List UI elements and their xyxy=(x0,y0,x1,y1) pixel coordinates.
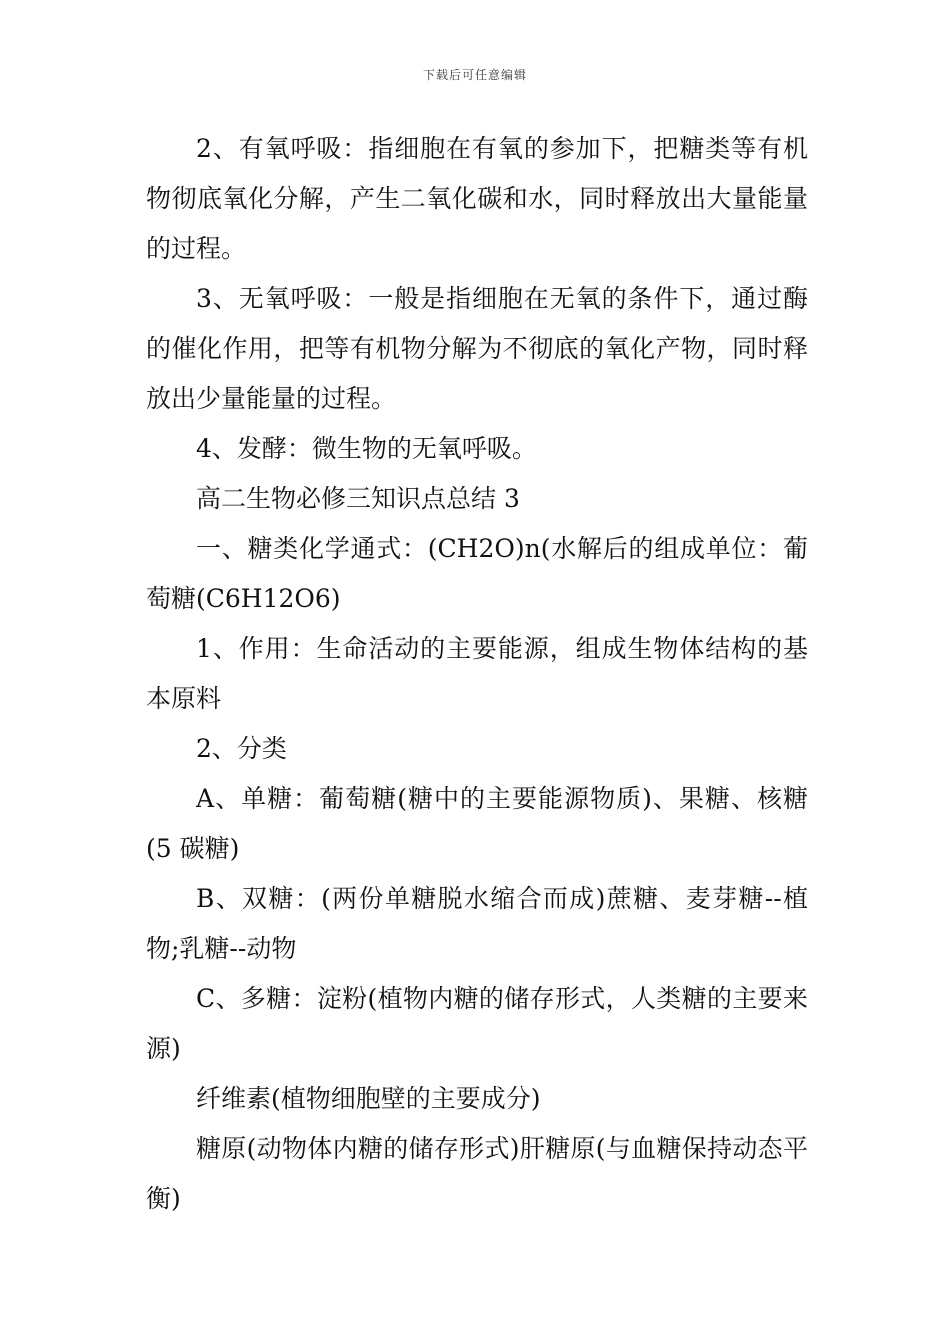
paragraph-fermentation: 4、发酵：微生物的无氧呼吸。 xyxy=(196,434,537,463)
paragraph-monosaccharide: A、单糖：葡萄糖(糖中的主要能源物质)、果糖、核糖(5 碳糖) xyxy=(146,784,808,863)
paragraph-aerobic-respiration: 2、有氧呼吸：指细胞在有氧的参加下，把糖类等有机物彻底氧化分解，产生二氧化碳和水，同时释放出大量能量的过程。 xyxy=(146,134,808,263)
header-note: 下载后可任意编辑 xyxy=(422,68,527,82)
document-body xyxy=(146,124,808,1224)
paragraph-glycogen: 糖原(动物体内糖的储存形式)肝糖原(与血糖保持动态平衡) xyxy=(146,1134,808,1213)
paragraph-anaerobic-respiration: 3、无氧呼吸：一般是指细胞在无氧的条件下，通过酶的催化作用，把等有机物分解为不彻底的氧化产物，同时释放出少量能量的过程。 xyxy=(146,284,808,413)
paragraph-polysaccharide: C、多糖：淀粉(植物内糖的储存形式，人类糖的主要来源) xyxy=(146,984,808,1063)
paragraph-sugar-formula: 一、糖类化学通式：(CH2O)n(水解后的组成单位：葡萄糖(C6H12O6) xyxy=(146,534,808,613)
section-heading: 高二生物必修三知识点总结 3 xyxy=(196,484,520,513)
paragraph-classification: 2、分类 xyxy=(196,734,287,763)
paragraph-cellulose: 纤维素(植物细胞壁的主要成分) xyxy=(196,1084,541,1113)
paragraph-disaccharide: B、双糖：(两份单糖脱水缩合而成)蔗糖、麦芽糖--植物;乳糖--动物 xyxy=(146,884,808,963)
paragraph-sugar-function: 1、作用：生命活动的主要能源，组成生物体结构的基本原料 xyxy=(146,634,808,713)
